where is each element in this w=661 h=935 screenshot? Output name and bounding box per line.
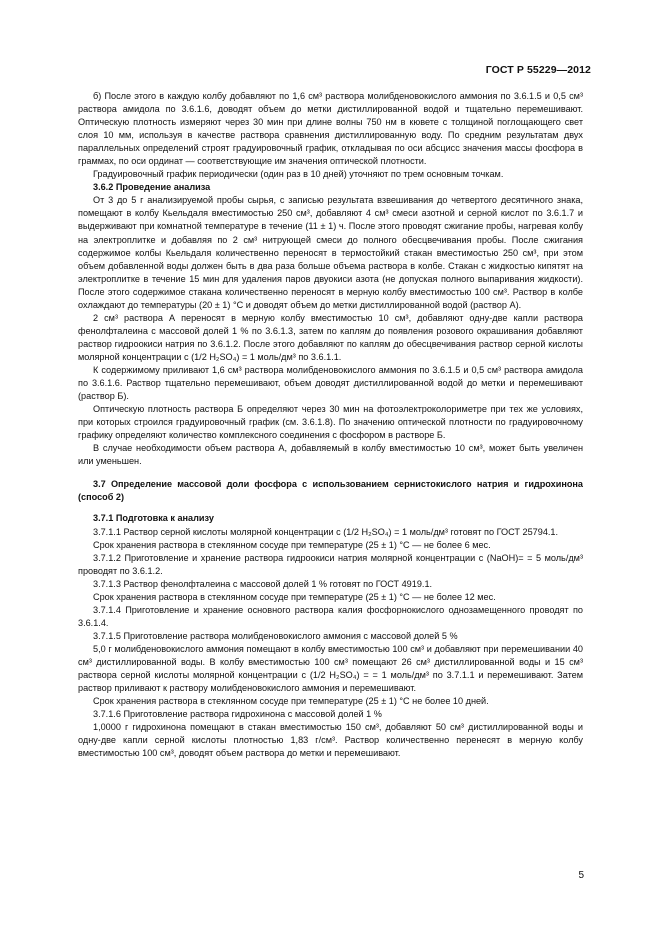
paragraph: К содержимому приливают 1,6 см³ раствора молибденовокислого аммония по 3.6.1.5 и 0,5 см³ раствора амидола по 3.6.1.6. Раствор тщательно перемешивают, объем доводят дистиллированной водой до метки и перемешивают (раствор Б).: [78, 364, 583, 402]
paragraph: 3.7.1.2 Приготовление и хранение раствора гидроокиси натрия молярной концентрации с (NaOH)= = 5 моль/дм³ проводят по 3.6.1.2.: [78, 552, 583, 576]
paragraph: 3.7.1.1 Раствор серной кислоты молярной концентрации с (1/2 H₂SO₄) = 1 моль/дм³ готовят по ГОСТ 25794.1.: [93, 526, 559, 537]
paragraph: 3.7.1.5 Приготовление раствора молибденовокислого аммония с массовой долей 5 %: [93, 630, 458, 641]
paragraph: В случае необходимости объем раствора А, добавляемый в колбу вместимостью 10 см³, может быть увеличен или уменьшен.: [78, 443, 583, 467]
page-number: 5: [578, 870, 584, 881]
paragraph: От 3 до 5 г анализируемой пробы сырья, с записью результата взвешивания до четвертого десятичного знака, помещают в колбу Кьельдаля вместимостью 250 см³, добавляют 4 см³ смеси азотной и серной кислот по 3.6.1.7 и выдерживают при комнатной температуре в течение (11 ± 1) ч. После этого проводят сжигание пробы, нагревая колбу на электроплитке и добавляя по 2 см³ нитрующей смеси до полного обесцвечивания пробы. После сжигания содержимое колбы Кьельдаля количественно переносят в термостойкий стакан вместимостью 250 см³, при этом объем добавленной воды должен быть в два раза больше объема раствора в колбе. Стакан с жидкостью кипятят на электроплитке в течение 15 мин для удаления паров двуокиси азота (не допуская полного выпаривания жидкости). После этого содержимое стакана количественно переносят в мерную колбу вместимостью 100 см³. Раствор в колбе охлаждают до температуры (20 ± 1) °С и доводят объем до метки дистиллированной водой (раствор А).: [78, 195, 583, 310]
paragraph: Градуировочный график периодически (один раз в 10 дней) уточняют по трем основным точкам.: [93, 169, 504, 180]
paragraph: 3.7.1.6 Приготовление раствора гидрохинона с массовой долей 1 %: [93, 709, 382, 720]
paragraph: Срок хранения раствора в стеклянном сосуде при температуре (25 ± 1) °С — не более 6 мес.: [93, 539, 491, 550]
document-body: [78, 90, 583, 760]
paragraph: 3.7.1.3 Раствор фенолфталеина с массовой долей 1 % готовят по ГОСТ 4919.1.: [93, 578, 433, 589]
standard-header: ГОСТ Р 55229—2012: [485, 64, 591, 76]
section-heading: 3.7.1 Подготовка к анализу: [93, 513, 214, 524]
paragraph: Срок хранения раствора в стеклянном сосуде при температуре (25 ± 1) °С — не более 12 мес.: [93, 591, 496, 602]
section-heading: 3.7 Определение массовой доли фосфора с использованием сернистокислого натрия и гидрохинона (способ 2): [78, 479, 583, 503]
paragraph: Срок хранения раствора в стеклянном сосуде при температуре (25 ± 1) °С не более 10 дней.: [93, 696, 489, 707]
paragraph: б) После этого в каждую колбу добавляют по 1,6 см³ раствора молибденовокислого аммония по 3.6.1.5 и 0,5 см³ раствора амидола по 3.6.1.6, доводят объем до метки дистиллированной водой и тщательно перемешивают. Оптическую плотность измеряют через 30 мин при длине волны 750 нм в кювете с толщиной поглощающего свет слоя 10 мм, используя в качестве раствора сравнения дистиллированную воду. По средним результатам двух параллельных определений строят градуировочный график, откладывая по оси абсцисс значения массы фосфора в граммах, по оси ординат — соответствующие им значения оптической плотности.: [78, 91, 583, 167]
section-heading: 3.6.2 Проведение анализа: [93, 182, 211, 193]
paragraph: 3.7.1.4 Приготовление и хранение основного раствора калия фосфорнокислого однозамещенного проводят по 3.6.1.4.: [78, 604, 583, 628]
paragraph: Оптическую плотность раствора Б определяют через 30 мин на фотоэлектроколориметре при тех же условиях, при которых строился градуировочный график (см. 3.6.1.8). По значению оптической плотности по градуировочному графику определяют количество комплексного соединения с фосфором в растворе Б.: [78, 404, 583, 441]
paragraph: 5,0 г молибденовокислого аммония помещают в колбу вместимостью 100 см³ и добавляют при перемешивании 40 см³ дистиллированной воды. В колбу вместимостью 100 см³ помещают 26 см³ дистиллированной воды и 15 см³ раствора серной кислоты молярной концентрации с (1/2 H₂SO₄) = = 1 моль/дм³ по 3.7.1.1 и перемешивают. Затем раствор приливают к раствору молибденовокислого аммония и перемешивают.: [78, 643, 583, 694]
paragraph: 1,0000 г гидрохинона помещают в стакан вместимостью 150 см³, добавляют 50 см³ дистиллированной воды и одну-две капли серной кислоты плотностью 1,83 г/см³. Раствор количественно перенесят в мерную колбу вместимостью 100 см³, доводят объем раствора до метки и перемешивают.: [78, 722, 583, 759]
paragraph: 2 см³ раствора А переносят в мерную колбу вместимостью 10 см³, добавляют одну-две капли раствора фенолфталеина с массовой долей 1 % по 3.6.1.3, затем по каплям до появления розового окрашивания добавляют раствор гидроокиси натрия по 3.6.1.2. После этого добавляют по каплям до обесцвечивания раствор серной кислоты молярной концентрации с (1/2 H₂SO₄) = 1 моль/дм³ по 3.6.1.1.: [78, 312, 583, 362]
